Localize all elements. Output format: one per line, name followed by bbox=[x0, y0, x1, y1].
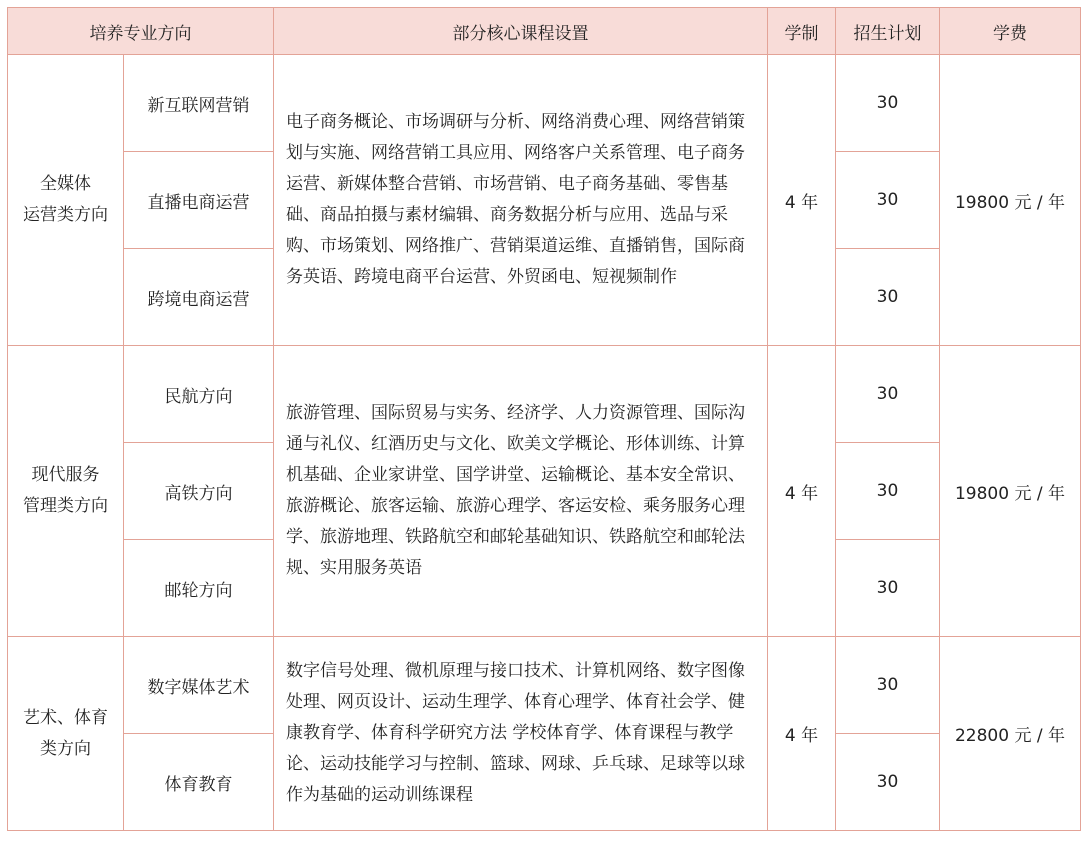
header-tuition: 学费 bbox=[940, 8, 1081, 55]
program-table bbox=[7, 7, 1081, 831]
group-label bbox=[8, 346, 124, 637]
duration-cell: 4 年 bbox=[768, 346, 836, 637]
table-row bbox=[8, 346, 1081, 443]
header-courses: 部分核心课程设置 bbox=[274, 8, 768, 55]
group-label-line: 现代服务 bbox=[31, 465, 100, 485]
table-row bbox=[8, 637, 1081, 734]
group-label bbox=[8, 55, 124, 346]
courses-cell: 数字信号处理、微机原理与接口技术、计算机网络、数字图像处理、网页设计、运动生理学、体育心理学、体育社会学、健康教育学、体育科学研究方法 学校体育学、体育课程与教学论、运动技能学习与控制、篮球、网球、乒乓球、足球等以球作为基础的运动训练课程 bbox=[274, 637, 768, 831]
major-cell: 数字媒体艺术 bbox=[124, 637, 274, 734]
group-label-line: 全媒体 bbox=[40, 174, 91, 194]
group-label-line: 运营类方向 bbox=[23, 205, 108, 225]
major-cell: 新互联网营销 bbox=[124, 55, 274, 152]
plan-cell: 30 bbox=[836, 637, 940, 734]
plan-cell: 30 bbox=[836, 346, 940, 443]
plan-cell: 30 bbox=[836, 152, 940, 249]
table-row bbox=[8, 55, 1081, 152]
group-label-line: 类方向 bbox=[40, 738, 91, 759]
courses-cell: 电子商务概论、市场调研与分析、网络消费心理、网络营销策划与实施、网络营销工具应用、网络客户关系管理、电子商务运营、新媒体整合营销、市场营销、电子商务基础、零售基础、商品拍摄与素材编辑、商务数据分析与应用、选品与采购、市场策划、网络推广、营销渠道运维、直播销售，国际商务英语、跨境电商平台运营、外贸函电、短视频制作 bbox=[274, 55, 768, 346]
plan-cell: 30 bbox=[836, 540, 940, 637]
tuition-cell: 19800 元 / 年 bbox=[940, 346, 1081, 637]
header-direction: 培养专业方向 bbox=[8, 8, 274, 55]
major-cell: 跨境电商运营 bbox=[124, 249, 274, 346]
header-duration: 学制 bbox=[768, 8, 836, 55]
major-cell: 邮轮方向 bbox=[124, 540, 274, 637]
duration-cell: 4 年 bbox=[768, 637, 836, 831]
major-cell: 体育教育 bbox=[124, 734, 274, 831]
group-label-line: 管理类方向 bbox=[23, 496, 108, 516]
group-label bbox=[8, 637, 124, 831]
major-cell: 直播电商运营 bbox=[124, 152, 274, 249]
courses-cell: 旅游管理、国际贸易与实务、经济学、人力资源管理、国际沟通与礼仪、红酒历史与文化、欧美文学概论、形体训练、计算机基础、企业家讲堂、国学讲堂、运输概论、基本安全常识、旅游概论、旅客运输、旅游心理学、客运安检、乘务服务心理学、旅游地理、铁路航空和邮轮基础知识、铁路航空和邮轮法规、实用服务英语 bbox=[274, 346, 768, 637]
header-enrollment: 招生计划 bbox=[836, 8, 940, 55]
major-cell: 高铁方向 bbox=[124, 443, 274, 540]
plan-cell: 30 bbox=[836, 249, 940, 346]
tuition-cell: 19800 元 / 年 bbox=[940, 55, 1081, 346]
plan-cell: 30 bbox=[836, 443, 940, 540]
group-label-line: 艺术、体育 bbox=[23, 707, 108, 728]
header-row bbox=[8, 8, 1081, 55]
plan-cell: 30 bbox=[836, 734, 940, 831]
major-cell: 民航方向 bbox=[124, 346, 274, 443]
tuition-cell: 22800 元 / 年 bbox=[940, 637, 1081, 831]
duration-cell: 4 年 bbox=[768, 55, 836, 346]
plan-cell: 30 bbox=[836, 55, 940, 152]
